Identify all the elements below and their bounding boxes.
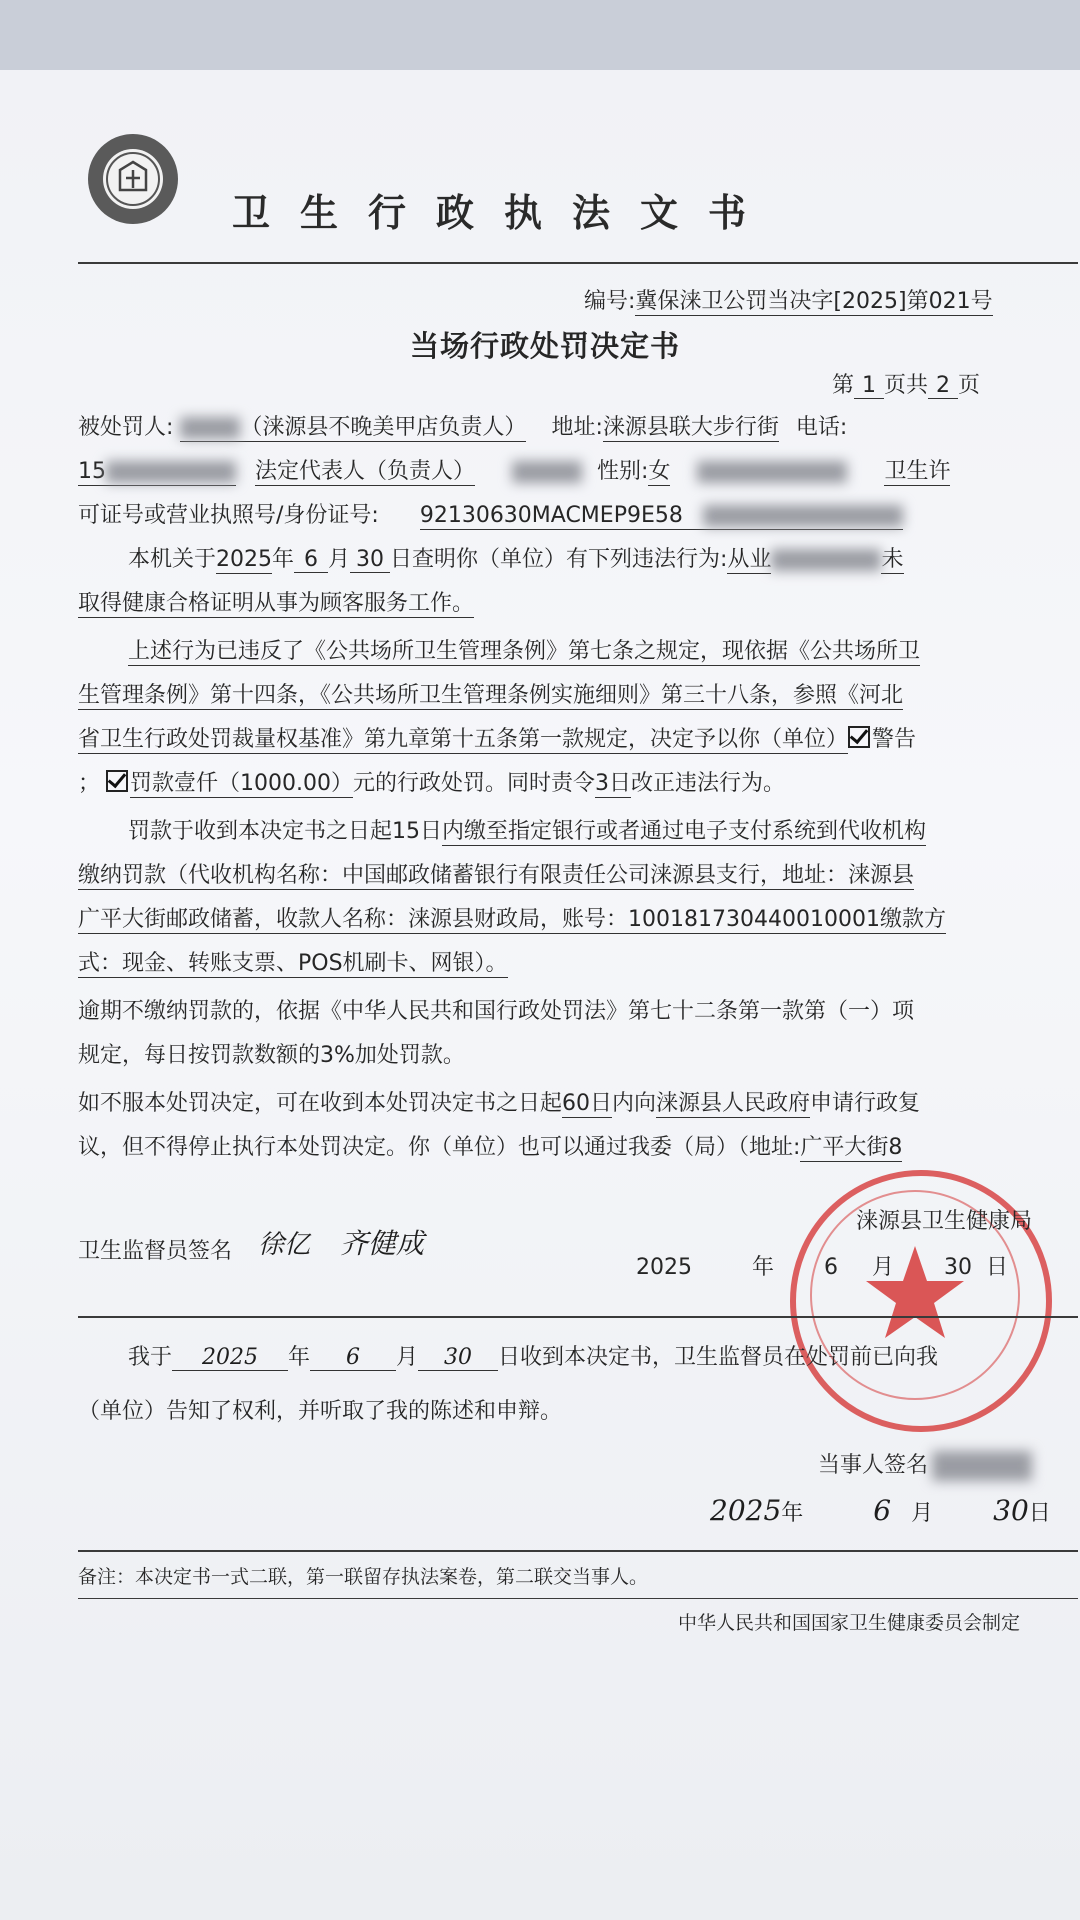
receipt-divider [78,1316,1078,1318]
payment-line1: 罚款于收到本决定书之日起15日内缴至指定银行或者通过电子支付系统到代收机构 [128,819,927,844]
receipt-line2: （单位）告知了权利，并听取了我的陈述和申辩。 [78,1399,563,1424]
page-indicator: 第 1 页共 2 页 [832,373,981,398]
receipt-line1: 我于 2025 年 6 月 30 日收到本决定书，卫生监督员在处罚前已向我 [128,1345,939,1370]
footer-note: 备注：本决定书一式二联，第一联留存执法案卷，第二联交当事人。 [78,1566,649,1588]
warning-checkbox [848,726,870,748]
inspector-signature-2: 齐健成 [340,1227,425,1260]
party-row-3: 可证号或营业执照号/身份证号: 92130630MACMEP9E58 [78,494,903,538]
header-title: 卫生行政执法文书 [232,191,777,235]
legal-basis-line1: 上述行为已违反了《公共场所卫生管理条例》第七条之规定，现依据《公共场所卫 [128,639,921,664]
footer-divider [78,1550,1078,1552]
fine-checkbox [106,770,128,792]
document-number: 编号:冀保涞卫公罚当决字[2025]第021号 [584,289,993,314]
footer-note-divider [78,1598,1078,1599]
payment-line2: 缴纳罚款（代收机构名称：中国邮政储蓄银行有限责任公司涞源县支行，地址：涞源县 [78,863,915,888]
legal-basis-line2: 生管理条例》第十四条，《公共场所卫生管理条例实施细则》第三十八条，参照《河北 [78,683,904,708]
overdue-line2: 规定，每日按罚款数额的3%加处罚款。 [78,1043,465,1068]
header-divider [78,262,1078,264]
payment-line3: 广平大街邮政储蓄，收款人名称：涞源县财政局，账号：100181730440010001缴款方 [78,907,946,932]
party-signature-date: 2025年 6 月 30日 [710,1494,1051,1527]
inspector-signature-label: 卫生监督员签名 [78,1239,233,1264]
payment-line4: 式：现金、转账支票、POS机刷卡、网银）。 [78,951,508,976]
party-row-2: 15 法定代表人（负责人） 性别:女 卫生许 [78,459,951,484]
issue-date: 2025 年 6 月 30 日 [636,1255,1009,1280]
party-signature: 当事人签名 [818,1444,1032,1488]
document-page [0,70,1080,1920]
health-emblem-icon [86,132,180,226]
violation-paragraph: 本机关于2025年 6 月 30 日查明你（单位）有下列违法行为:从业 未 [128,547,904,572]
penalty-line: ； 罚款壹仟（1000.00）元的行政处罚。同时责令3日改正违法行为。 [78,771,786,796]
issuing-agency: 涞源县卫生健康局 [856,1209,1033,1234]
document-title: 当场行政处罚决定书 [410,329,681,363]
appeal-line2: 议，但不得停止执行本处罚决定。你（单位）也可以通过我委（局）（地址:广平大街8 [78,1135,903,1160]
violation-paragraph-line2: 取得健康合格证明从事为顾客服务工作。 [78,591,475,616]
inspector-signature-1: 徐亿 [258,1230,311,1260]
legal-basis-line3: 省卫生行政处罚裁量权基准》第九章第十五条第一款规定，决定予以你（单位） 警告 [78,727,917,752]
overdue-line1: 逾期不缴纳罚款的，依据《中华人民共和国行政处罚法》第七十二条第一款第（一）项 [78,999,915,1024]
appeal-line1: 如不服本处罚决定，可在收到本处罚决定书之日起60日内向涞源县人民政府申请行政复 [78,1091,921,1116]
party-row-1: 被处罚人: （涞源县不晚美甲店负责人） 地址:涞源县联大步行街 电话: [78,415,848,440]
footer-issuer: 中华人民共和国国家卫生健康委员会制定 [678,1612,1021,1634]
